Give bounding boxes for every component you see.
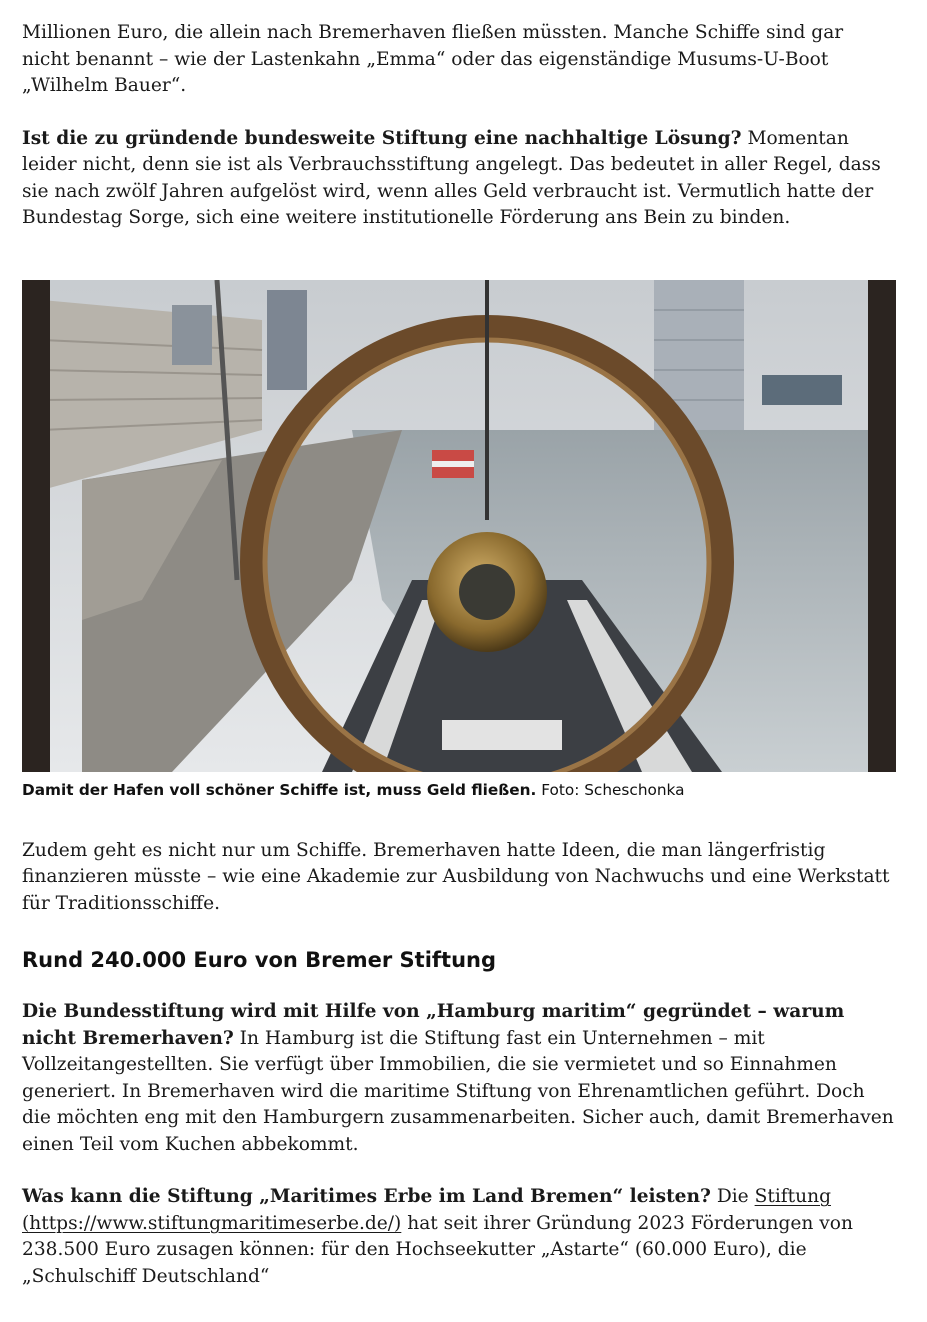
photo-credit: Foto: Scheschonka (536, 780, 685, 799)
answer-text: In Hamburg ist die Stiftung fast ein Unternehmen – mit Vollzeitangestellten. Sie verfügt über Immobilien, die sie vermietet und so Einnahmen generiert. In Bremerhaven wird die maritime Stiftung von Ehrenamtlichen geführt. Doch die möchten eng mit den Hamburgern zusammenarbeiten. Sicher auch, damit Bremerhaven einen Teil vom Kuchen abbekommt. (22, 1027, 894, 1155)
answer-intro: Die (710, 1186, 755, 1207)
paragraph-foundation-question (22, 126, 896, 232)
paragraph-ideas (22, 838, 896, 918)
answer-text: hat seit ihrer Gründung 2023 Förderungen von 238.500 Euro zusagen können: für den Hochseekutter „Astarte“ (60.000 Euro), die „Schulschiff Deutschland“ (22, 1212, 853, 1287)
paragraph-ship-names (22, 20, 896, 100)
caption-title: Damit der Hafen voll schöner Schiffe ist, muss Geld fließen. (22, 780, 537, 799)
paragraph-hamburg (22, 999, 896, 1158)
foundation-link[interactable]: Stiftung (https://www.stiftungmaritimeserbe.de/) (22, 1186, 831, 1234)
paragraph-bremen-foundation (22, 1184, 896, 1290)
question-text: Ist die zu gründende bundesweite Stiftung eine nachhaltige Lösung? (22, 127, 742, 149)
photo-caption (22, 780, 896, 800)
paragraph-text: Zudem geht es nicht nur um Schiffe. Bremerhaven hatte Ideen, die man längerfristig finanzieren müsste – wie eine Akademie zur Ausbildung von Nachwuchs und eine Werkstatt für Traditionsschiffe. (22, 839, 890, 914)
question-text: Die Bundesstiftung wird mit Hilfe von „Hamburg maritim“ gegründet – warum nicht Bremerhaven? (22, 1001, 845, 1049)
paragraph-text: Millionen Euro, die allein nach Bremerhaven fließen müssten. Manche Schiffe sind gar nicht benannt – wie der Lastenkahn „Emma“ oder das eigenständige Musums-U-Boot „Wilhelm Bauer“. (22, 22, 844, 96)
question-text: Was kann die Stiftung „Maritimes Erbe im Land Bremen“ leisten? (22, 1186, 711, 1207)
section-heading: Rund 240.000 Euro von Bremer Stiftung (22, 948, 497, 972)
answer-text: Momentan leider nicht, denn sie ist als Verbrauchsstiftung angelegt. Das bedeutet in aller Regel, dass sie nach zwölf Jahren aufgelöst wird, wenn alles Geld verbraucht ist. Vermutlich hatte der Bundestag Sorge, sich eine weitere institutionelle Förderung ans Bein zu binden. (22, 127, 881, 228)
article-body (22, 20, 896, 1290)
harbor-porthole-photo (22, 280, 896, 772)
